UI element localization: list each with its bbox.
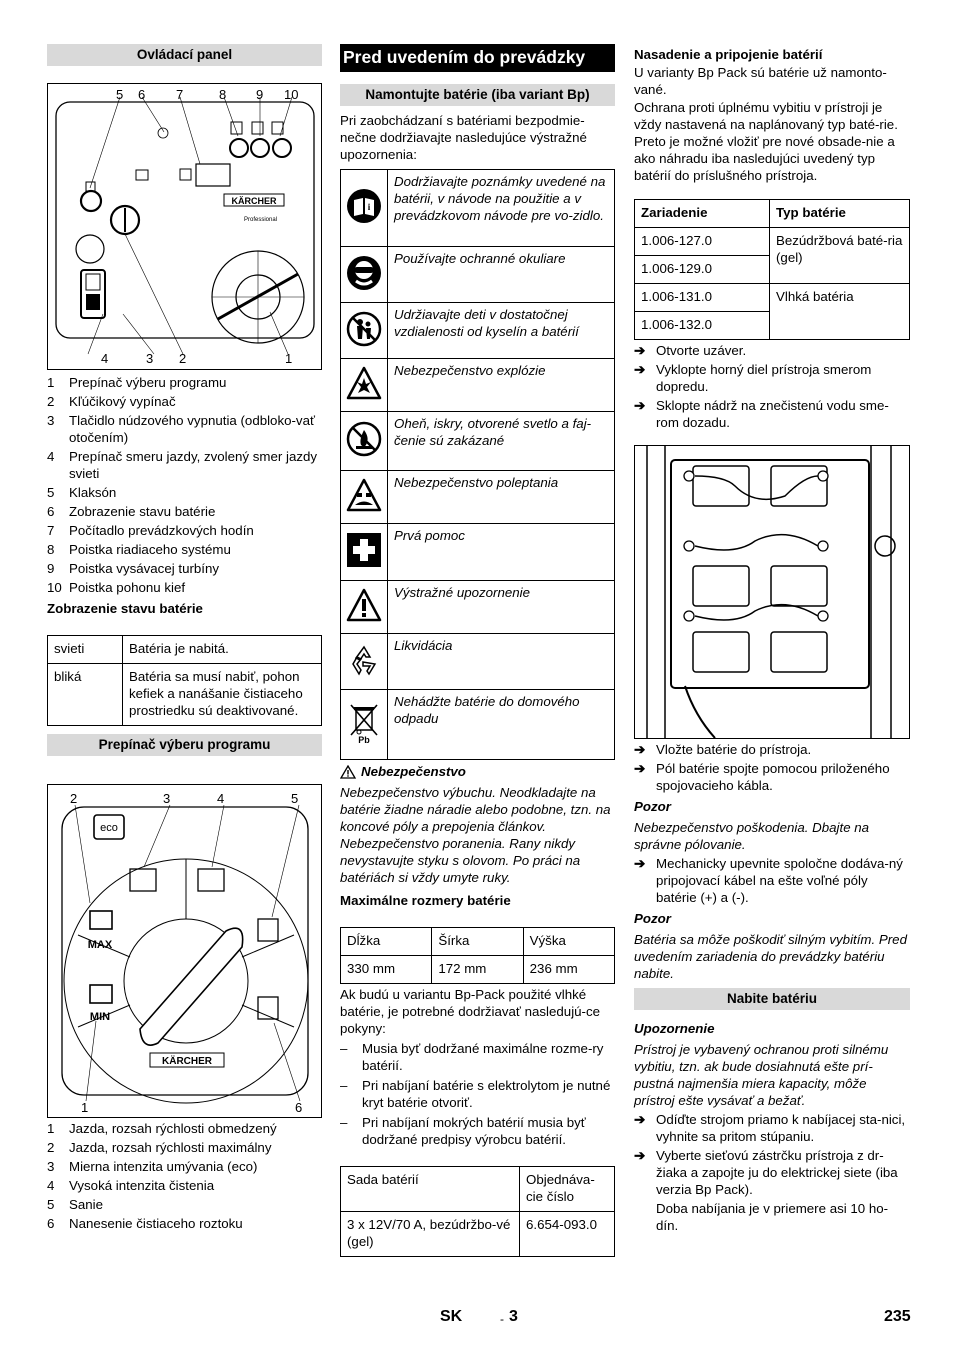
table-row: Pb Nehádžte batérie do domového odpadu — [341, 690, 615, 760]
list-item: 4 Vysoká intenzita čistenia — [47, 1178, 215, 1193]
program-selector-drawing — [48, 785, 321, 1117]
table-row: 1.006-131.0 Vlhká batéria — [635, 284, 910, 312]
section-heading-batteries: Namontujte batérie (iba variant Bp) — [340, 84, 615, 106]
callout-9: 9 — [256, 87, 264, 102]
list-item: 6 Nanesenie čistiaceho roztoku — [47, 1216, 243, 1231]
list-item: 1 Prepínač výberu programu — [47, 375, 227, 390]
caution-2-text: Batéria sa môže poškodiť silným vybitím. Pred uvedením zariadenia do prevádzky batériu nabite. — [634, 932, 907, 981]
table-row: Dĺžka Šírka Výška — [341, 928, 615, 956]
list-item: ➔ Mechanicky upevnite spoločne dodáva-ný pripojovací kábel na ešte voľné póly batérie (+) a (-). — [634, 856, 903, 905]
fig1-callouts-bottom — [48, 350, 321, 366]
danger-warning-icon — [340, 765, 356, 779]
program-selector-figure — [47, 784, 322, 1118]
callout-6: 6 — [295, 1100, 303, 1115]
table-row: Likvidácia — [341, 634, 615, 690]
dims-title: Maximálne rozmery batérie — [340, 893, 511, 908]
bp-text: Ak budú u variantu Bp-Pack použité vlhké batérie, je potrebné dodržiavať nasledujú-ce pokyny: — [340, 987, 601, 1036]
callout-3: 3 — [163, 791, 171, 806]
program-selector-legend — [47, 1120, 322, 1232]
table-row: Výstražné upozornenie — [341, 581, 615, 634]
column-left — [47, 44, 322, 1234]
column-right — [634, 44, 910, 1234]
list-item: ➔ Sklopte nádrž na znečistenú vodu sme-rom dozadu. — [634, 398, 889, 430]
list-item: – Pri nabíjaní batérie s elektrolytom je nutné kryt batérie otvoriť. — [340, 1078, 611, 1110]
table-row: Udržiavajte deti v dostatočnej vzdialenosti od kyselín a batérií — [341, 303, 615, 359]
table-row: 1.006-129.0 — [635, 256, 910, 284]
callout-1: 1 — [285, 351, 293, 366]
list-item: – Pri nabíjaní mokrých batérií musia byť dodržané predpisy výrobcu batérií. — [340, 1115, 586, 1147]
list-item: 6 Zobrazenie stavu batérie — [47, 504, 216, 519]
warning-icon — [346, 588, 382, 622]
list-item: 5 Klaksón — [47, 485, 117, 500]
table-row: Oheň, iskry, otvorené svetlo a faj-čenie sú zakázané — [341, 412, 615, 471]
insert-paragraph-2: Ochrana proti úplnému vybitiu v prístroji je vždy nastavená na naplánovaný typ baté-rie. Preto je možné vložiť pre nové obsade-nie a ako náhradu iba nasledujúci uvedený typ batérií do príslušného prístroja. — [634, 100, 898, 183]
control-panel-figure — [47, 83, 322, 370]
callout-7: 7 — [176, 87, 184, 102]
caution-1-text: Nebezpečenstvo poškodenia. Dbajte na správne pólovanie. — [634, 820, 870, 852]
table-row: svieti Batéria je nabitá. — [48, 636, 322, 664]
table-row: Nebezpečenstvo explózie — [341, 359, 615, 412]
list-item: 7 Počítadlo prevádzkových hodín — [47, 523, 254, 538]
fig2-callouts-bottom — [48, 1099, 321, 1115]
list-item: 9 Poistka vysávacej turbíny — [47, 561, 220, 576]
table-row: i Dodržiavajte poznámky uvedené na batérii, v návode na použitie a v prevádzkovom návode pre vo-zidlo. — [341, 170, 615, 247]
device-battery-table — [634, 199, 910, 340]
fig2-min: MIN — [89, 1011, 111, 1023]
table-row: Prvá pomoc — [341, 524, 615, 581]
battery-installation-photo — [634, 445, 910, 739]
callout-4: 4 — [101, 351, 109, 366]
callout-5: 5 — [116, 87, 124, 102]
list-item: ➔ Vložte batérie do prístroja. — [634, 742, 812, 757]
corrosion-icon — [346, 478, 382, 512]
danger-text: Nebezpečenstvo výbuchu. Neodkladajte na batérie žiadne náradie alebo podobne, tzn. na koncové póly a prepojenia článkov. Nebezpečenstvo poranenia. Rany nikdy nevystavujte styku s olovom. Po práci na batériách si vždy umyte ruky. — [340, 785, 611, 885]
insert-paragraph-1: U varianty Bp Pack sú batérie už namonto-vané. — [634, 65, 887, 97]
insert-title: Nasadenie a pripojenie batérií — [634, 47, 823, 62]
list-item: 3 Tlačidlo núdzového vypnutia (odbloko-vať otočením) — [47, 413, 315, 445]
battery-compartment-drawing — [635, 446, 909, 738]
table-row: 3 x 12V/70 A, bezúdržbo-vé (gel) 6.654-093.0 — [341, 1212, 615, 1257]
table-row: 330 mm 172 mm 236 mm — [341, 956, 615, 984]
callout-2: 2 — [70, 791, 78, 806]
fig2-callouts-top — [48, 790, 321, 806]
warning-table — [340, 169, 615, 760]
caution-1-title: Pozor — [634, 799, 671, 814]
section-heading-charge: Nabite batériu — [634, 988, 910, 1010]
svg-text:i: i — [367, 202, 371, 212]
list-item: ➔ Odíďte strojom priamo k nabíjacej sta-nici, vyhnite sa pritom stúpaniu. — [634, 1112, 906, 1144]
section-heading-control-panel: Ovládací panel — [47, 44, 322, 66]
footer-language: SK — [440, 1308, 463, 1325]
page-number: 235 — [884, 1308, 911, 1325]
bin-label: Pb — [358, 734, 370, 744]
list-item: – Musia byť dodržané maximálne rozme-ry batérií. — [340, 1041, 604, 1073]
list-item: ➔ Pól batérie spojte pomocou priloženého spojovacieho kábla. — [634, 761, 890, 793]
first-aid-icon — [346, 532, 382, 568]
callout-8: 8 — [219, 87, 227, 102]
table-row: bliká Batéria sa musí nabiť, pohon kefiek a nanášanie čistiaceho prostriedku sú deaktivované. — [48, 664, 322, 726]
battery-set-table — [340, 1166, 615, 1257]
charge-time: Doba nabíjania je v priemere asi 10 ho-dín. — [656, 1201, 889, 1233]
danger-heading: Nebezpečenstvo — [340, 763, 615, 780]
fig1-product: Professional — [244, 217, 278, 223]
caution-2-title: Pozor — [634, 911, 671, 926]
dims-table — [340, 927, 615, 984]
table-row: 1.006-132.0 — [635, 312, 910, 340]
children-icon — [346, 311, 382, 347]
control-panel-drawing — [48, 84, 321, 369]
table-row: Sada batérií Objednáva-cie číslo — [341, 1167, 615, 1212]
list-item: ➔ Vyklopte horný diel prístroja smerom dopredu. — [634, 362, 872, 394]
list-item: 1 Jazda, rozsah rýchlosti obmedzený — [47, 1121, 277, 1136]
table-row: Zariadenie Typ batérie — [635, 200, 910, 228]
fig1-callouts-top — [48, 86, 321, 102]
list-item: ➔ Otvorte uzáver. — [634, 343, 747, 358]
callout-2: 2 — [179, 351, 187, 366]
callout-4: 4 — [217, 791, 225, 806]
fig1-logo: KÄRCHER — [231, 196, 277, 206]
callout-1: 1 — [81, 1100, 89, 1115]
fig2-logo: KÄRCHER — [162, 1056, 212, 1067]
list-item: 2 Kľúčikový vypínač — [47, 394, 176, 409]
column-middle — [340, 44, 615, 1257]
bin-icon — [348, 702, 380, 744]
status-title: Zobrazenie stavu batérie — [47, 601, 203, 616]
note-title: Upozornenie — [634, 1021, 715, 1036]
recycle-icon — [346, 642, 382, 678]
note-text: Prístroj je vybavený ochranou proti silnému vybitiu, tzn. ak bude dosiahnutá ešte prí-pustná najmenšia miera kapacity, môže prístroj ešte vysávať a bežať. — [634, 1042, 889, 1108]
callout-6: 6 — [138, 87, 146, 102]
list-item: 8 Poistka riadiaceho systému — [47, 542, 231, 557]
list-item: 10 Poistka pohonu kief — [47, 580, 186, 595]
callout-10: 10 — [284, 87, 299, 102]
table-row: Používajte ochranné okuliare — [341, 247, 615, 303]
list-item: 4 Prepínač smeru jazdy, zvolený smer jazdy svieti — [47, 449, 318, 481]
callout-5: 5 — [291, 791, 299, 806]
list-item: 3 Mierna intenzita umývania (eco) — [47, 1159, 258, 1174]
main-heading: Pred uvedením do prevádzky — [340, 44, 615, 72]
control-panel-legend — [47, 374, 322, 596]
footer-section-number: 3 — [509, 1308, 518, 1325]
intro-text: Pri zaobchádzaní s batériami bezpodmie-nečne dodržiavajte nasledujúce výstražné upozornenia: — [340, 113, 587, 162]
list-item: 5 Sanie — [47, 1197, 104, 1212]
fig2-eco: eco — [100, 822, 118, 834]
no-fire-icon — [346, 421, 382, 457]
callout-3: 3 — [146, 351, 154, 366]
battery-status-table — [47, 635, 322, 726]
explosion-icon — [346, 366, 382, 400]
footer-separator: - — [500, 1312, 504, 1326]
list-item: ➔ Vyberte sieťovú zástrčku prístroja z dr-žiaka a zapojte ju do elektrickej siete (iba verzia Bp Pack). — [634, 1148, 898, 1197]
manual-icon — [346, 188, 382, 224]
fig2-max: MAX — [87, 939, 113, 951]
table-row: Nebezpečenstvo poleptania — [341, 471, 615, 524]
list-item: 2 Jazda, rozsah rýchlosti maximálny — [47, 1140, 272, 1155]
goggles-icon — [346, 255, 382, 291]
section-heading-program-selector: Prepínač výberu programu — [47, 734, 322, 756]
table-row: 1.006-127.0 Bezúdržbová baté-ria (gel) — [635, 228, 910, 256]
